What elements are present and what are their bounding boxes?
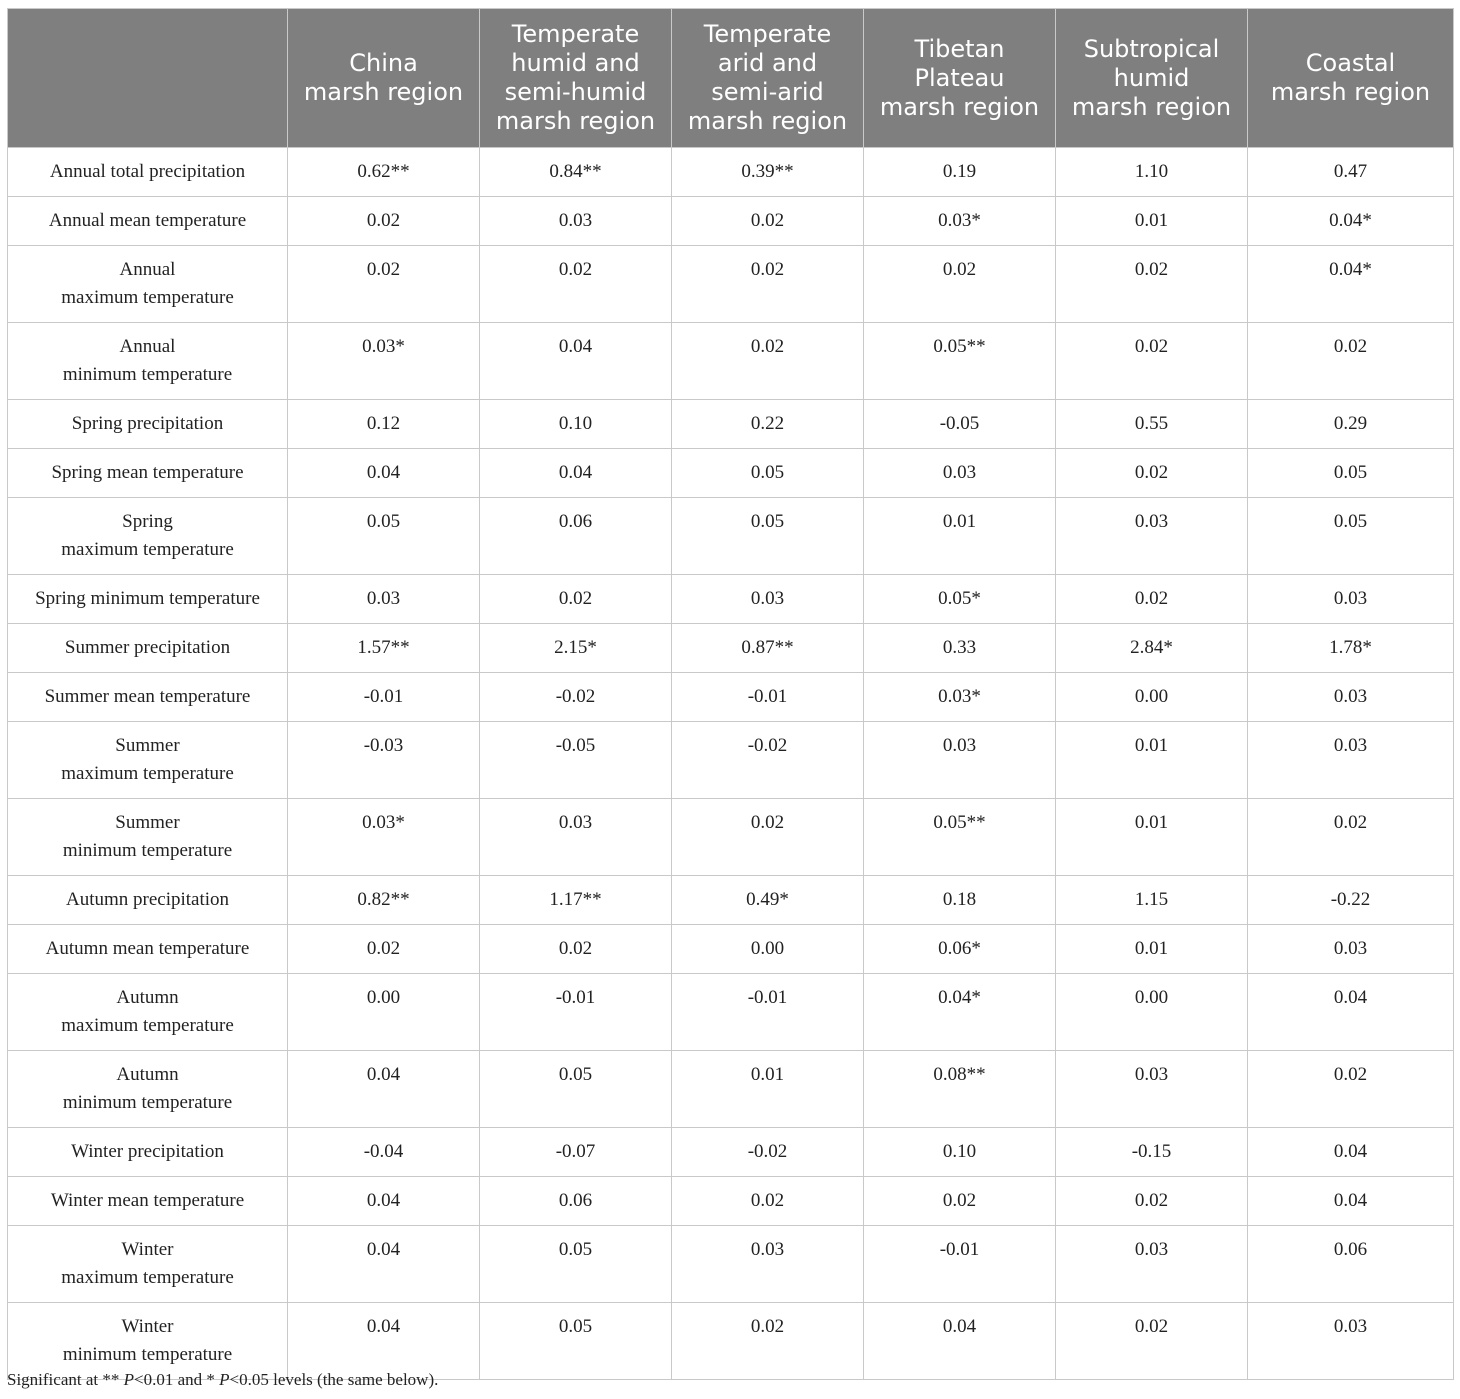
table-cell: 0.02: [288, 197, 480, 246]
header-cell-china: China marsh region: [288, 9, 480, 148]
table-cell: 0.47: [1248, 148, 1454, 197]
table-cell: 0.01: [1056, 197, 1248, 246]
table-cell: 2.15*: [480, 624, 672, 673]
table-cell: 0.03: [1248, 1303, 1454, 1380]
table-cell: 0.06: [480, 498, 672, 575]
table-cell: 0.02: [672, 799, 864, 876]
table-cell: 0.04: [288, 1226, 480, 1303]
table-row: [8, 624, 1454, 673]
header-cell-subtropical: Subtropical humid marsh region: [1056, 9, 1248, 148]
table-cell: 0.04: [480, 449, 672, 498]
table-cell: 0.00: [1056, 974, 1248, 1051]
row-label: Annual mean temperature: [8, 197, 288, 246]
table-cell: 0.06*: [864, 925, 1056, 974]
table-row: [8, 400, 1454, 449]
table-cell: 0.03*: [288, 323, 480, 400]
row-label: Annual total precipitation: [8, 148, 288, 197]
row-label: Winter mean temperature: [8, 1177, 288, 1226]
table-cell: 0.02: [1056, 1303, 1248, 1380]
table-row: [8, 925, 1454, 974]
row-label: Spring mean temperature: [8, 449, 288, 498]
table-cell: 0.04*: [864, 974, 1056, 1051]
table-cell: 0.04: [864, 1303, 1056, 1380]
row-label: Spring minimum temperature: [8, 575, 288, 624]
table-cell: 1.10: [1056, 148, 1248, 197]
table-cell: 0.04: [1248, 1177, 1454, 1226]
table-cell: 0.19: [864, 148, 1056, 197]
table-cell: 1.17**: [480, 876, 672, 925]
table-cell: 0.18: [864, 876, 1056, 925]
footnote-text-3: <0.05 levels (the same below).: [229, 1370, 439, 1389]
header-cell-temperate-humid: Temperate humid and semi-humid marsh region: [480, 9, 672, 148]
table-cell: 0.03: [480, 197, 672, 246]
table-cell: 0.02: [672, 197, 864, 246]
table-cell: 0.04: [1248, 1128, 1454, 1177]
table-cell: 1.57**: [288, 624, 480, 673]
table-cell: 0.03: [1056, 498, 1248, 575]
table-row: [8, 1051, 1454, 1128]
table-cell: 0.03: [1248, 722, 1454, 799]
row-label: Summer maximum temperature: [8, 722, 288, 799]
row-label: Winter precipitation: [8, 1128, 288, 1177]
table-cell: 0.84**: [480, 148, 672, 197]
table-cell: 0.04: [1248, 974, 1454, 1051]
table-cell: 0.02: [288, 246, 480, 323]
table-cell: 0.03: [480, 799, 672, 876]
header-cell-coastal: Coastal marsh region: [1248, 9, 1454, 148]
table-row: [8, 974, 1454, 1051]
table-cell: 0.12: [288, 400, 480, 449]
table-cell: 0.05**: [864, 323, 1056, 400]
table-cell: 0.05**: [864, 799, 1056, 876]
table-cell: 0.06: [1248, 1226, 1454, 1303]
table-cell: -0.04: [288, 1128, 480, 1177]
table-cell: 0.03: [672, 575, 864, 624]
table-cell: 0.05: [672, 498, 864, 575]
table-row: [8, 323, 1454, 400]
table-cell: 0.02: [864, 1177, 1056, 1226]
table-cell: 0.02: [672, 246, 864, 323]
table-cell: -0.03: [288, 722, 480, 799]
table-cell: -0.01: [480, 974, 672, 1051]
table-cell: 0.02: [480, 246, 672, 323]
table-cell: 0.05: [480, 1226, 672, 1303]
table-row: [8, 1226, 1454, 1303]
table-cell: 0.04: [288, 449, 480, 498]
table-cell: -0.02: [672, 1128, 864, 1177]
table-cell: 0.33: [864, 624, 1056, 673]
table-cell: 0.01: [1056, 799, 1248, 876]
table-row: [8, 1128, 1454, 1177]
table-cell: 0.03: [864, 722, 1056, 799]
table-row: [8, 876, 1454, 925]
table-cell: -0.01: [864, 1226, 1056, 1303]
table-cell: 0.02: [1056, 323, 1248, 400]
footnote-text-2: <0.01 and *: [134, 1370, 220, 1389]
footnote-p-symbol-2: P: [219, 1370, 230, 1389]
row-label: Summer mean temperature: [8, 673, 288, 722]
row-label: Autumn maximum temperature: [8, 974, 288, 1051]
table-footnote: [7, 1370, 438, 1390]
row-label: Spring maximum temperature: [8, 498, 288, 575]
row-label: Annual minimum temperature: [8, 323, 288, 400]
table-cell: 0.62**: [288, 148, 480, 197]
table-cell: 0.03: [1056, 1226, 1248, 1303]
table-row: [8, 673, 1454, 722]
table-cell: 0.05: [1248, 498, 1454, 575]
table-cell: 1.15: [1056, 876, 1248, 925]
table-cell: 0.05: [288, 498, 480, 575]
table-cell: 0.10: [864, 1128, 1056, 1177]
footnote-p-symbol-1: P: [123, 1370, 135, 1389]
table-cell: -0.01: [672, 673, 864, 722]
table-row: [8, 246, 1454, 323]
table-cell: 0.03*: [864, 197, 1056, 246]
data-table: [7, 8, 1454, 1380]
table-cell: 0.04: [288, 1051, 480, 1128]
table-cell: 0.05: [1248, 449, 1454, 498]
table-cell: 0.03: [1056, 1051, 1248, 1128]
table-cell: -0.01: [672, 974, 864, 1051]
table-cell: 0.04: [480, 323, 672, 400]
table-cell: 0.01: [1056, 925, 1248, 974]
table-cell: 0.02: [480, 925, 672, 974]
table-cell: 0.87**: [672, 624, 864, 673]
header-cell-empty: [8, 9, 288, 148]
table-cell: -0.15: [1056, 1128, 1248, 1177]
table-row: [8, 1303, 1454, 1380]
row-label: Spring precipitation: [8, 400, 288, 449]
table-row: [8, 498, 1454, 575]
table-cell: 0.00: [1056, 673, 1248, 722]
table-header-row: [8, 9, 1454, 148]
table-body: [8, 148, 1454, 1380]
header-cell-temperate-arid: Temperate arid and semi-arid marsh region: [672, 9, 864, 148]
table-cell: 0.05: [480, 1303, 672, 1380]
table-cell: 0.02: [1248, 323, 1454, 400]
table-row: [8, 148, 1454, 197]
table-row: [8, 575, 1454, 624]
table-cell: 0.03: [672, 1226, 864, 1303]
table-cell: 0.22: [672, 400, 864, 449]
table-cell: 0.00: [672, 925, 864, 974]
table-cell: 0.02: [1056, 1177, 1248, 1226]
table-row: [8, 197, 1454, 246]
table-cell: -0.22: [1248, 876, 1454, 925]
table-cell: 0.02: [1248, 799, 1454, 876]
row-label: Autumn minimum temperature: [8, 1051, 288, 1128]
row-label: Summer precipitation: [8, 624, 288, 673]
table-cell: 0.39**: [672, 148, 864, 197]
table-row: [8, 722, 1454, 799]
row-label: Winter maximum temperature: [8, 1226, 288, 1303]
table-cell: -0.02: [672, 722, 864, 799]
table-row: [8, 799, 1454, 876]
table-cell: 0.06: [480, 1177, 672, 1226]
row-label: Summer minimum temperature: [8, 799, 288, 876]
table-cell: 0.01: [1056, 722, 1248, 799]
footnote-text-1: Significant at **: [7, 1370, 124, 1389]
table-cell: 0.03: [1248, 575, 1454, 624]
table-cell: 0.03: [1248, 673, 1454, 722]
table-cell: 0.01: [672, 1051, 864, 1128]
table-cell: 0.29: [1248, 400, 1454, 449]
table-cell: 0.10: [480, 400, 672, 449]
table-cell: 0.08**: [864, 1051, 1056, 1128]
table-cell: 0.04: [288, 1303, 480, 1380]
row-label: Annual maximum temperature: [8, 246, 288, 323]
table-row: [8, 449, 1454, 498]
table-cell: 0.01: [864, 498, 1056, 575]
table-cell: 0.02: [672, 1177, 864, 1226]
table-cell: 0.02: [672, 323, 864, 400]
table-cell: 0.03: [288, 575, 480, 624]
table-cell: 0.04: [288, 1177, 480, 1226]
table-cell: -0.05: [480, 722, 672, 799]
table-cell: 0.04*: [1248, 197, 1454, 246]
table-cell: 0.02: [480, 575, 672, 624]
table-cell: 0.02: [1056, 246, 1248, 323]
table-cell: 0.03: [1248, 925, 1454, 974]
table-cell: 0.05: [672, 449, 864, 498]
table-cell: 0.05: [480, 1051, 672, 1128]
table-cell: 0.02: [1248, 1051, 1454, 1128]
table-cell: 0.00: [288, 974, 480, 1051]
table-cell: 0.82**: [288, 876, 480, 925]
table-cell: 0.04*: [1248, 246, 1454, 323]
table-cell: 0.03*: [288, 799, 480, 876]
table-cell: 1.78*: [1248, 624, 1454, 673]
table-cell: 0.03*: [864, 673, 1056, 722]
table-cell: 0.02: [1056, 449, 1248, 498]
row-label: Autumn mean temperature: [8, 925, 288, 974]
header-cell-tibetan-plateau: Tibetan Plateau marsh region: [864, 9, 1056, 148]
table-cell: -0.01: [288, 673, 480, 722]
row-label: Winter minimum temperature: [8, 1303, 288, 1380]
table-cell: -0.02: [480, 673, 672, 722]
table-cell: -0.07: [480, 1128, 672, 1177]
table-cell: 0.05*: [864, 575, 1056, 624]
table-cell: 0.02: [672, 1303, 864, 1380]
table-cell: -0.05: [864, 400, 1056, 449]
table-cell: 0.55: [1056, 400, 1248, 449]
table-row: [8, 1177, 1454, 1226]
table-cell: 0.03: [864, 449, 1056, 498]
table-cell: 0.02: [288, 925, 480, 974]
table-cell: 0.02: [864, 246, 1056, 323]
row-label: Autumn precipitation: [8, 876, 288, 925]
table-cell: 0.49*: [672, 876, 864, 925]
table-cell: 0.02: [1056, 575, 1248, 624]
table-cell: 2.84*: [1056, 624, 1248, 673]
